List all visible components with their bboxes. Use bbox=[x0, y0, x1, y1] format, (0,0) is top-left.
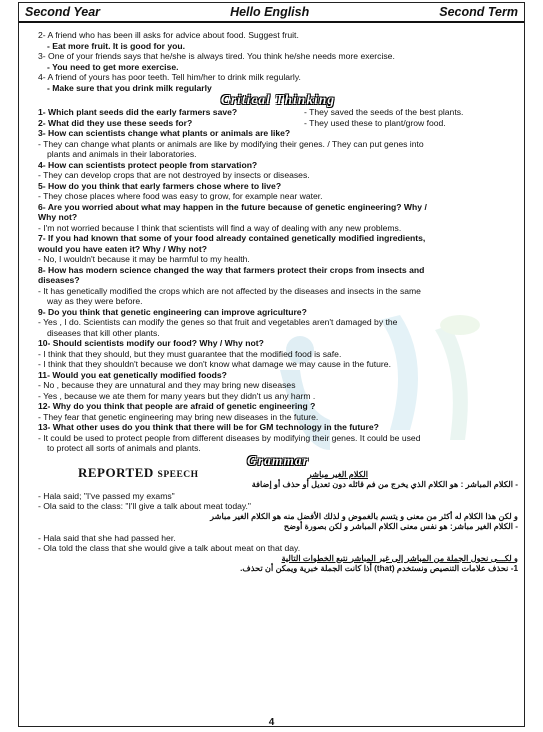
question: 3- How can scientists change what plants or animals are like? bbox=[38, 128, 291, 138]
example-line: - Ola said to the class: "I'll give a talk about meat today." bbox=[38, 501, 251, 511]
section-banner-critical-thinking: Critical Thinking bbox=[220, 92, 336, 107]
arabic-line: 1- نحذف علامات التنصيص ونستخدم (that) أذا كانت الجملة خبرية ويمكن أن تحذف. bbox=[240, 564, 518, 573]
question: 11- Would you eat genetically modified foods? bbox=[38, 369, 227, 380]
question: 7- If you had known that some of your food already contained genetically modified ingredients, bbox=[38, 233, 426, 243]
question: diseases? bbox=[38, 275, 80, 285]
example-line: - Ola told the class that she would give a talk about meat on that day. bbox=[38, 543, 301, 553]
qa-row bbox=[38, 107, 518, 118]
reported-speech-heading bbox=[38, 464, 518, 481]
answer: - I think that they shouldn't because we don't know what damage we may cause in the future. bbox=[38, 359, 391, 369]
question: 6- Are you worried about what may happen in the future because of genetic engineering? Why / bbox=[38, 201, 427, 212]
answer: - They saved the seeds of the best plants. bbox=[304, 107, 464, 117]
answer: - It has genetically modified the crops which are not affected by the diseases and insects in the same bbox=[38, 285, 421, 296]
arabic-line: - الكلام الغير مباشر: هو نفس معنى الكلام المباشر و لكن بصورة أوضح bbox=[283, 522, 518, 531]
answer: - They can change what plants or animals are like by modifying their genes. / They can put genes into bbox=[38, 138, 424, 149]
qa-row bbox=[38, 118, 518, 129]
header-rule bbox=[19, 21, 524, 23]
question: 2- What did they use these seeds for? bbox=[38, 117, 193, 128]
text-line: 3- One of your friends says that he/she is always tired. You think he/she needs more exercise. bbox=[38, 51, 395, 61]
document-content bbox=[38, 30, 518, 575]
question: 10- Should scientists modify our food? Why / Why not? bbox=[38, 338, 264, 348]
arabic-line: و لكن هذا الكلام له أكثر من معنى و يتسم بالغموض و لذلك الأفضل منه هو الكلام الغير مباشر bbox=[210, 511, 518, 521]
arabic-line: و لكـــى نحول الجملة من المباشر إلى غير المباشر نتبع الخطوات التالية bbox=[281, 553, 518, 563]
question: Why not? bbox=[38, 212, 78, 222]
page-number: 4 bbox=[268, 717, 275, 728]
question: 12- Why do you think that people are afraid of genetic engineering ? bbox=[38, 401, 316, 411]
question: 9- Do you think that genetic engineering can improve agriculture? bbox=[38, 306, 307, 317]
text-line: 2- A friend who has been ill asks for advice about food. Suggest fruit. bbox=[38, 30, 299, 40]
answer: way as they were before. bbox=[47, 296, 143, 306]
answer: to protect all sorts of animals and plants. bbox=[47, 443, 201, 453]
answer: - They used these to plant/grow food. bbox=[304, 117, 446, 128]
header-left: Second Year bbox=[25, 4, 101, 19]
example-line: - Hala said that she had passed her. bbox=[38, 532, 176, 543]
question: would you have eaten it? Why / Why not? bbox=[38, 243, 208, 254]
answer: - They can develop crops that are not destroyed by insects or diseases. bbox=[38, 170, 310, 180]
answer: - It could be used to protect people from different diseases by modifying their genes. It could be used bbox=[38, 432, 421, 443]
answer: - Yes , because we ate them for many years but they didn't us any harm . bbox=[38, 390, 316, 401]
answer: - I think that they should, but they must guarantee that the modified food is safe. bbox=[38, 348, 342, 359]
answer: - Yes , I do. Scientists can modify the genes so that fruit and vegetables aren't damaged by the bbox=[38, 317, 398, 327]
reported-speech-title bbox=[38, 464, 199, 481]
question: 1- Which plant seeds did the early farmers save? bbox=[38, 107, 238, 117]
question: 5- How do you think that early farmers chose where to live? bbox=[38, 180, 282, 191]
answer: - They fear that genetic engineering may bring new diseases in the future. bbox=[38, 411, 319, 422]
question: 13- What other uses do you think that there will be for GM technology in the future? bbox=[38, 422, 379, 432]
arabic-heading: الكلام الغير مباشر bbox=[307, 469, 368, 479]
title-word: REPORTED bbox=[78, 464, 154, 480]
answer: - I'm not worried because I think that scientists will find a way of dealing with any new problems. bbox=[38, 222, 402, 233]
answer: - No , because they are unnatural and they may bring new diseases bbox=[38, 380, 296, 390]
answer: - They chose places where food was easy to grow, for example near water. bbox=[38, 191, 323, 201]
page-header bbox=[19, 3, 524, 20]
question: 4- How can scientists protect people from starvation? bbox=[38, 159, 258, 170]
text-line: 4- A friend of yours has poor teeth. Tell him/her to drink milk regularly. bbox=[38, 72, 301, 82]
answer: plants and animals in their laboratories. bbox=[47, 149, 197, 159]
text-line: - Make sure that you drink milk regularly bbox=[47, 82, 212, 93]
example-line: - Hala said; "I've passed my exams" bbox=[38, 490, 175, 501]
question: 8- How has modern science changed the way that farmers protect their crops from insects and bbox=[38, 264, 425, 275]
text-line: - You need to get more exercise. bbox=[47, 61, 179, 72]
arabic-line: - الكلام المباشر : هو الكلام الذي يخرج من فم قائله دون تعديل أو حذف أو إضافة bbox=[251, 480, 518, 489]
text-line: - Eat more fruit. It is good for you. bbox=[47, 40, 185, 51]
header-right: Second Term bbox=[439, 4, 518, 19]
title-word: SPEECH bbox=[157, 469, 199, 480]
section-banner-grammar: Grammar bbox=[247, 452, 309, 468]
answer: diseases that kill other plants. bbox=[47, 327, 160, 338]
answer: - No, I wouldn't because it may be harmful to my health. bbox=[38, 254, 250, 264]
header-center: Hello English bbox=[230, 4, 310, 19]
